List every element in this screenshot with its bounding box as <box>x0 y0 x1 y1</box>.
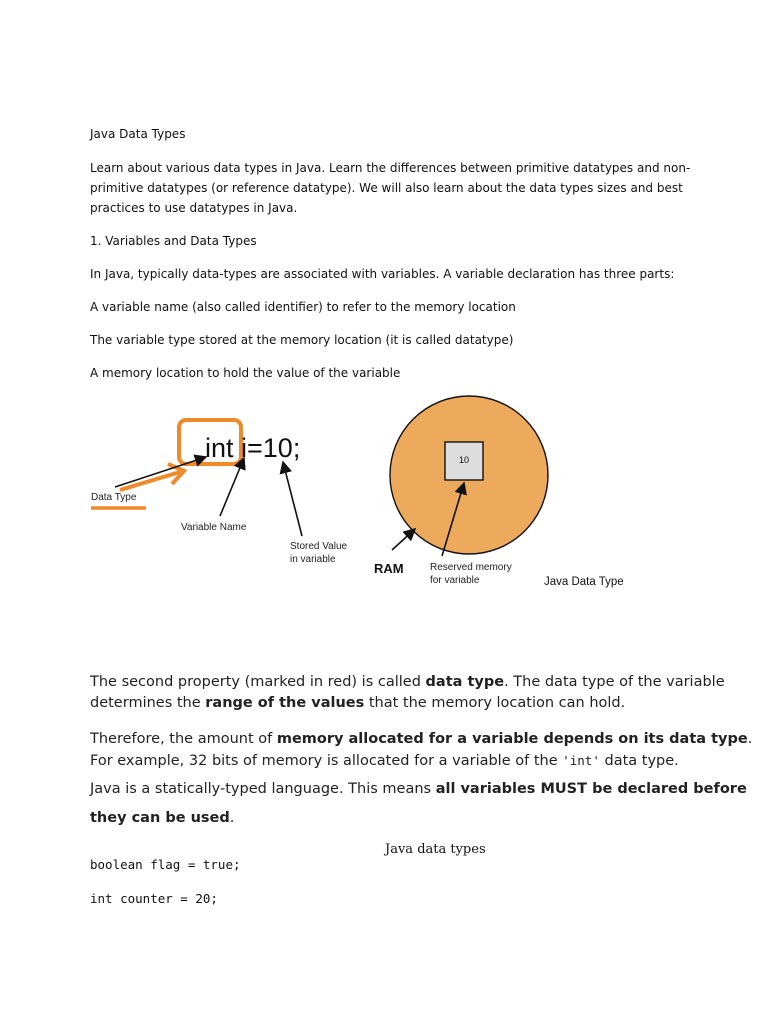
code-int-i-10: int i=10; <box>205 433 301 463</box>
arrow-to-value-icon <box>283 462 302 536</box>
label-stored-value-1: Stored Value <box>290 541 348 552</box>
part-variable-type: The variable type stored at the memory location (it is called datatype) <box>90 333 514 347</box>
variable-diagram <box>0 390 768 630</box>
intro-line-1: Learn about various data types in Java. Learn the differences between primitive datatypes and non- <box>90 161 691 175</box>
section-intro: In Java, typically data-types are associated with variables. A variable declaration has three parts: <box>90 267 675 281</box>
paragraph-1-line-1: The second property (marked in red) is called data type. The data type of the variable <box>90 674 725 690</box>
figure-caption: Java Data Type <box>544 576 624 588</box>
label-reserved-2: for variable <box>430 575 480 586</box>
intro-line-3: practices to use datatypes in Java. <box>90 201 298 215</box>
doc-title: Java Data Types <box>90 127 186 141</box>
label-reserved-1: Reserved memory <box>430 562 512 573</box>
paragraph-2-line-1: Therefore, the amount of memory allocated for a variable depends on its data type. <box>90 731 753 747</box>
part-variable-name: A variable name (also called identifier) to refer to the memory location <box>90 300 516 314</box>
label-data-type: Data Type <box>91 492 137 503</box>
label-variable-name: Variable Name <box>181 522 247 533</box>
code-line-boolean: boolean flag = true; <box>90 857 241 872</box>
paragraph-1-line-2: determines the range of the values that the memory location can hold. <box>90 695 626 711</box>
data-types-caption: Java data types <box>385 842 486 857</box>
memory-value: 10 <box>458 455 470 465</box>
paragraph-3-line-2: they can be used. <box>90 810 235 826</box>
section-heading: 1. Variables and Data Types <box>90 234 257 248</box>
paragraph-3-line-1: Java is a statically-typed language. This means all variables MUST be declared before <box>90 781 747 797</box>
arrow-to-name-icon <box>220 458 244 516</box>
code-line-int: int counter = 20; <box>90 891 218 906</box>
arrow-to-type-icon <box>115 457 206 487</box>
part-memory-location: A memory location to hold the value of the variable <box>90 366 401 380</box>
paragraph-2-line-2: For example, 32 bits of memory is allocated for a variable of the 'int' data type. <box>90 753 679 769</box>
arrow-to-ram-icon <box>392 529 415 550</box>
label-ram: RAM <box>374 561 404 576</box>
label-stored-value-2: in variable <box>290 554 336 565</box>
intro-line-2: primitive datatypes (or reference datatype). We will also learn about the data types sizes and best <box>90 181 683 195</box>
